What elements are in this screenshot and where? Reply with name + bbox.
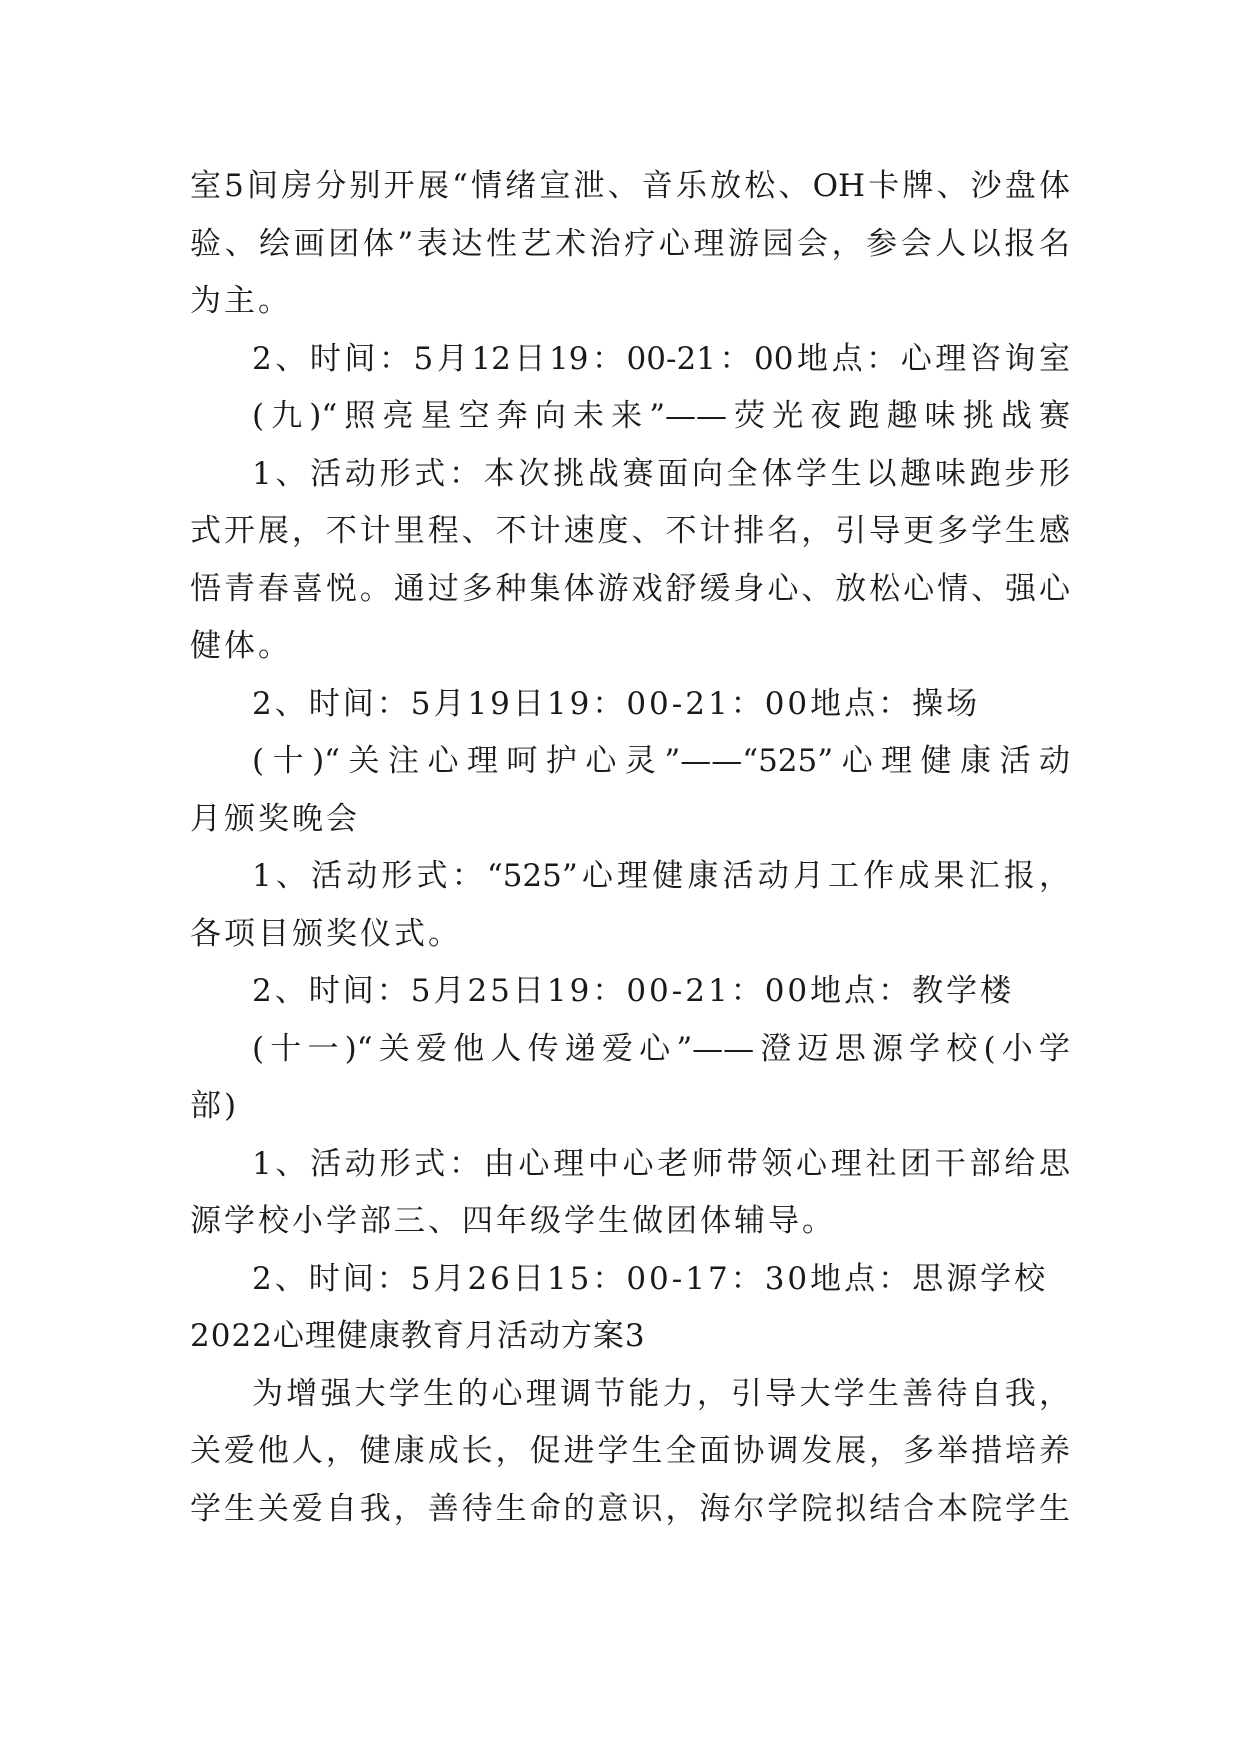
paragraph-line: 悟青春喜悦。通过多种集体游戏舒缓身心、放松心情、强心 xyxy=(190,570,1070,607)
section-heading: (九)“照亮星空奔向未来”——荧光夜跑趣味挑战赛 xyxy=(252,398,1070,434)
paragraph-line: 式开展，不计里程、不计速度、不计排名，引导更多学生感 xyxy=(190,513,1070,549)
section-heading: (十)“关注心理呵护心灵”——“525”心理健康活动 xyxy=(252,743,1070,779)
document-body xyxy=(190,158,1070,1538)
paragraph-line: 各项目颁奖仪式。 xyxy=(190,915,462,952)
paragraph-line: 验、绘画团体”表达性艺术治疗心理游园会，参会人以报名 xyxy=(190,225,1070,262)
paragraph-line: 2、时间：5月25日19：00-21：00地点：教学楼 xyxy=(252,973,1015,1009)
document-heading: 2022心理健康教育月活动方案3 xyxy=(190,1318,646,1354)
paragraph-line: 2、时间：5月26日15：00-17：30地点：思源学校 xyxy=(252,1260,1049,1297)
paragraph-line: 健体。 xyxy=(190,628,292,664)
paragraph-line: 1、活动形式：由心理中心老师带领心理社团干部给思 xyxy=(252,1145,1070,1182)
paragraph-line: 为主。 xyxy=(190,283,292,319)
paragraph-line: 2、时间：5月19日19：00-21：00地点：操场 xyxy=(252,685,981,722)
paragraph-line: 2、时间：5月12日19：00-21：00地点：心理咨询室 xyxy=(252,340,1070,377)
paragraph-line: 为增强大学生的心理调节能力，引导大学生善待自我， xyxy=(252,1375,1070,1412)
section-heading-continued: 部) xyxy=(190,1088,240,1124)
paragraph-line: 1、活动形式：本次挑战赛面向全体学生以趣味跑步形 xyxy=(252,455,1070,492)
paragraph-line: 源学校小学部三、四年级学生做团体辅导。 xyxy=(190,1203,836,1239)
section-heading-continued: 月颁奖晚会 xyxy=(190,800,360,837)
paragraph-line: 室5间房分别开展“情绪宣泄、音乐放松、OH卡牌、沙盘体 xyxy=(190,168,1070,204)
section-heading: (十一)“关爱他人传递爱心”——澄迈思源学校(小学 xyxy=(252,1030,1070,1067)
paragraph-line: 关爱他人，健康成长，促进学生全面协调发展，多举措培养 xyxy=(190,1433,1070,1469)
paragraph-line: 1、活动形式：“525”心理健康活动月工作成果汇报， xyxy=(252,858,1070,894)
paragraph-line: 学生关爱自我，善待生命的意识，海尔学院拟结合本院学生 xyxy=(190,1490,1070,1527)
